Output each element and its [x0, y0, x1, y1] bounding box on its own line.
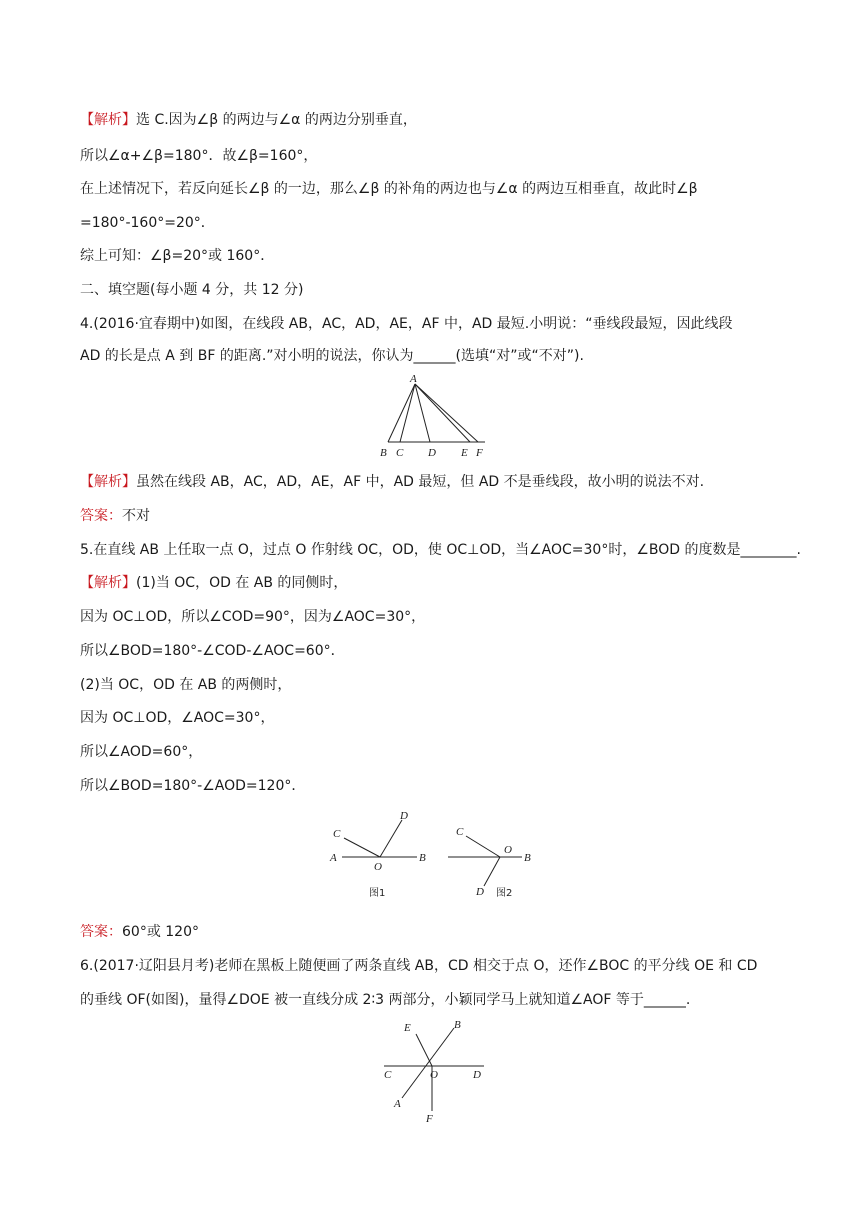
point-label: B [419, 852, 426, 864]
solution-text: 所以∠α+∠β=180°．故∠β=160°， [80, 148, 318, 164]
analysis-text: 所以∠BOD=180°-∠COD-∠AOC=60°． [80, 643, 345, 659]
solution-text: 综上可知：∠β=20°或 160°． [80, 248, 275, 264]
question-text: 6.(2017·辽阳县月考)老师在黑板上随便画了两条直线 AB，CD 相交于点 O，还作∠BOC 的平分线 OE 和 CD [80, 958, 758, 974]
analysis-tag: 【解析】 [80, 112, 136, 128]
answer-text: 60°或 120° [122, 924, 199, 940]
point-label: D [428, 447, 436, 459]
point-label: F [476, 447, 483, 459]
point-label: B [524, 852, 531, 864]
analysis-text: 所以∠AOD=60°， [80, 744, 203, 760]
answer-tag: 答案： [80, 508, 122, 524]
point-label: A [410, 373, 417, 385]
analysis-text: 虽然在线段 AB，AC，AD，AE，AF 中，AD 最短，但 AD 不是垂线段，故小明的说法不对. [136, 474, 705, 490]
analysis-line [80, 573, 347, 593]
point-label: D [476, 886, 484, 898]
solution-text: =180°-160°=20°． [80, 215, 215, 231]
point-label: A [330, 852, 337, 864]
analysis-text: 所以∠BOD=180°-∠AOD=120°． [80, 778, 306, 794]
question-text: 4.(2016·宜春期中)如图，在线段 AB，AC，AD，AE，AF 中，AD 最短.小明说：“垂线段最短，因此线段 [80, 316, 733, 332]
analysis-tag: 【解析】 [80, 575, 136, 591]
question-text: AD 的长是点 A 到 BF 的距离.”对小明的说法，你认为______(选填“对”或“不对”). [80, 348, 584, 364]
answer-text: 不对 [122, 508, 150, 524]
figure-2 [440, 808, 560, 908]
figure-1 [322, 808, 442, 908]
answer-line [80, 922, 199, 942]
point-label: C [333, 828, 341, 840]
point-label: E [404, 1022, 411, 1034]
point-label: C [384, 1069, 392, 1081]
point-label: F [426, 1113, 433, 1125]
point-label: O [504, 844, 512, 856]
point-label: B [454, 1019, 461, 1031]
answer-line [80, 506, 150, 526]
point-label: O [430, 1069, 438, 1081]
solution-text: 在上述情况下，若反向延长∠β 的一边，那么∠β 的补角的两边也与∠α 的两边互相垂直，故此时∠β [80, 181, 698, 197]
analysis-text: 因为 OC⊥OD，所以∠COD=90°，因为∠AOC=30°， [80, 609, 426, 625]
analysis-text: (1)当 OC，OD 在 AB 的同侧时， [136, 575, 348, 591]
point-label: O [374, 861, 382, 873]
section-heading: 二、填空题(每小题 4 分，共 12 分) [80, 282, 304, 298]
answer-tag: 答案： [80, 924, 122, 940]
point-label: C [456, 826, 464, 838]
triangle-figure [370, 372, 500, 462]
point-label: C [396, 447, 404, 459]
question-text: 的垂线 OF(如图)，量得∠DOE 被一直线分成 2∶3 两部分，小颖同学马上就知道∠AOF 等于______. [80, 992, 691, 1008]
figure-caption: 图1 [369, 888, 386, 899]
solution-text: 选 C.因为∠β 的两边与∠α 的两边分别垂直， [136, 112, 417, 128]
analysis-text: (2)当 OC，OD 在 AB 的两侧时， [80, 677, 292, 693]
analysis-tag: 【解析】 [80, 474, 136, 490]
figure-caption: 图2 [496, 888, 513, 899]
point-label: E [461, 447, 468, 459]
analysis-line [80, 110, 417, 130]
point-label: B [380, 447, 387, 459]
point-label: A [394, 1098, 401, 1110]
point-label: D [400, 810, 408, 822]
analysis-text: 因为 OC⊥OD，∠AOC=30°， [80, 710, 275, 726]
point-label: D [473, 1069, 481, 1081]
analysis-line [80, 472, 704, 492]
question-text: 5.在直线 AB 上任取一点 O，过点 O 作射线 OC，OD，使 OC⊥OD，当∠AOC=30°时，∠BOD 的度数是________. [80, 542, 801, 558]
intersecting-lines-figure [372, 1014, 496, 1126]
